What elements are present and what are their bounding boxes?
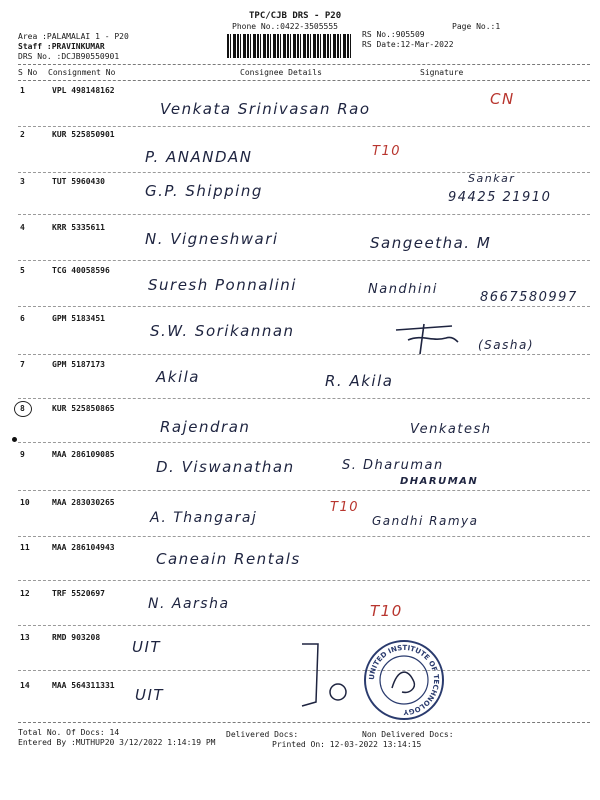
signature: Sankar	[468, 172, 516, 185]
signature-scribble-icon	[392, 320, 462, 356]
staff-label: Staff :PRAVINKUMAR	[18, 42, 105, 51]
row-number: 9	[20, 450, 25, 459]
col-consignee: Consignee Details	[240, 68, 322, 77]
signature: S. Dharuman	[342, 458, 444, 473]
document-title: TPC/CJB DRS - P20	[249, 11, 342, 21]
signature: Sangeetha. M	[370, 234, 492, 252]
row-number: 3	[20, 177, 25, 186]
signature: Nandhini	[368, 282, 438, 297]
column-divider	[18, 80, 590, 81]
row-number: 7	[20, 360, 25, 369]
header-divider	[18, 64, 590, 65]
rs-date: RS Date:12-Mar-2022	[362, 40, 454, 49]
consignee-name: P. ANANDAN	[145, 148, 253, 166]
page-number: Page No.:1	[452, 22, 501, 31]
barcode	[227, 34, 352, 58]
bracket-scribble-icon	[296, 640, 356, 710]
row-number: 4	[20, 223, 25, 232]
consignee-name: D. Viswanathan	[156, 458, 295, 476]
entered-by: Entered By :MUTHUP20 3/12/2022 1:14:19 PM	[18, 738, 216, 747]
rs-number: RS No.:905509	[362, 30, 425, 39]
institute-stamp-icon	[362, 638, 446, 722]
signature-caption: DHARUMAN	[400, 476, 479, 487]
consignment-number: TCG 40058596	[52, 266, 110, 275]
consignee-name: Akila	[156, 368, 200, 386]
consignment-number: MAA 286109085	[52, 450, 115, 459]
col-sno: S No	[18, 68, 38, 77]
consignee-name: G.P. Shipping	[145, 182, 263, 200]
consignee-name: Caneain Rentals	[156, 550, 301, 568]
consignment-number: MAA 283030265	[52, 498, 115, 507]
consignee-name: UIT	[132, 638, 162, 656]
col-signature: Signature	[420, 68, 464, 77]
phone-note: 8667580997	[480, 290, 578, 305]
row-number: 10	[20, 498, 30, 507]
svg-text:UNITED INSTITUTE OF TECHNOLOGY	[368, 644, 440, 716]
consignment-number: KUR 525850865	[52, 404, 115, 413]
consignment-number: KUR 525850901	[52, 130, 115, 139]
row-divider	[18, 306, 590, 307]
consignment-number: RMD 903208	[52, 633, 101, 642]
row-number: 11	[20, 543, 30, 552]
consignee-name: UIT	[135, 686, 165, 704]
delivered-docs: Delivered Docs:	[226, 730, 299, 739]
consignment-number: GPM 5187173	[52, 360, 105, 369]
row-divider	[18, 536, 590, 537]
row-number: 12	[20, 589, 30, 598]
consignee-name: S.W. Sorikannan	[150, 322, 295, 340]
consignee-name: Suresh Ponnalini	[148, 276, 297, 294]
row-number: 5	[20, 266, 25, 275]
handwritten-mark: T10	[330, 500, 359, 515]
total-docs: Total No. Of Docs: 14	[18, 728, 120, 737]
footer-divider	[18, 722, 590, 723]
area-label: Area :PALAMALAI 1 - P20	[18, 32, 129, 41]
ink-dot	[12, 437, 17, 442]
stamp-text: UNITED INSTITUTE OF TECHNOLOGY	[367, 643, 441, 717]
row-divider	[18, 260, 590, 261]
consignment-number: TRF 5520697	[52, 589, 105, 598]
printed-on: Printed On: 12-03-2022 13:14:15	[272, 740, 422, 749]
phone-note: 94425 21910	[448, 190, 552, 205]
consignment-number: TUT 5960430	[52, 177, 105, 186]
row-divider	[18, 126, 590, 127]
row-divider	[18, 580, 590, 581]
row-number: 14	[20, 681, 30, 690]
row-number: 13	[20, 633, 30, 642]
row-divider	[18, 354, 590, 355]
consignment-number: MAA 286104943	[52, 543, 115, 552]
row-number: 1	[20, 86, 25, 95]
row-divider	[18, 490, 590, 491]
signature: Venkatesh	[410, 422, 492, 437]
consignment-number: VPL 498148162	[52, 86, 115, 95]
consignment-number: MAA 564311331	[52, 681, 115, 690]
signature: (Sasha)	[478, 338, 535, 352]
signature: Gandhi Ramya	[372, 514, 479, 528]
handwritten-mark: CN	[490, 90, 515, 108]
handwritten-mark: T10	[372, 144, 401, 159]
non-delivered-docs: Non Delivered Docs:	[362, 730, 454, 739]
row-number: 2	[20, 130, 25, 139]
consignment-number: KRR 5335611	[52, 223, 105, 232]
consignee-name: Rajendran	[160, 418, 251, 436]
row-divider	[18, 442, 590, 443]
row-number: 6	[20, 314, 25, 323]
handwritten-mark: T10	[370, 602, 403, 620]
phone-number: Phone No.:0422-3505555	[232, 22, 338, 31]
row-divider	[18, 214, 590, 215]
consignee-name: N. Vigneshwari	[145, 230, 279, 248]
row-divider	[18, 398, 590, 399]
col-consignment: Consignment No	[48, 68, 116, 77]
consignment-number: GPM 5183451	[52, 314, 105, 323]
row-divider	[18, 625, 590, 626]
consignee-name: Venkata Srinivasan Rao	[160, 100, 371, 118]
drs-number: DRS No. :DCJB90550901	[18, 52, 120, 61]
consignee-name: A. Thangaraj	[150, 510, 258, 526]
signature: R. Akila	[325, 372, 394, 390]
consignee-name: N. Aarsha	[148, 596, 230, 612]
row-number: 8	[20, 404, 25, 413]
